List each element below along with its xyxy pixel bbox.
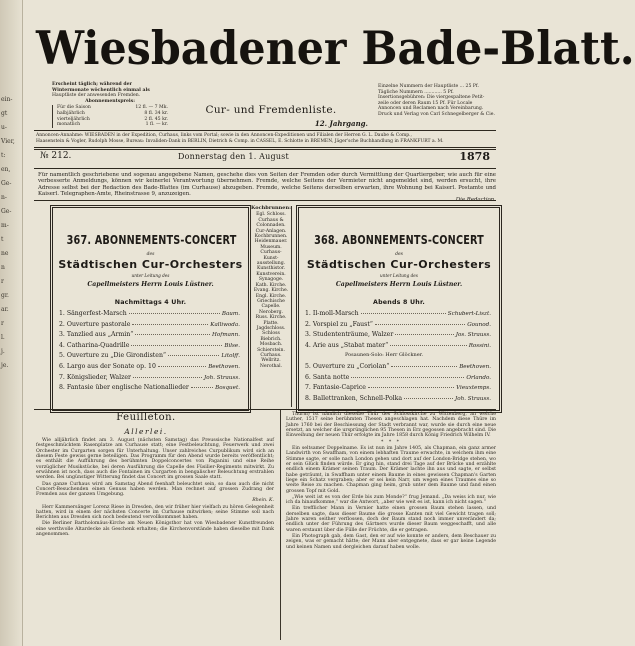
- program-composer: Orlando.: [466, 374, 491, 381]
- leader-dots: [375, 324, 465, 325]
- sights-item: Nerothal.: [259, 363, 283, 369]
- program-title: 4. Catharina-Quadrille: [59, 341, 130, 349]
- issue-number: № 212.: [40, 151, 72, 161]
- concert-leitung: unter Leitung des: [380, 273, 418, 278]
- program-composer: Beethoven.: [208, 363, 240, 370]
- concert-box-afternoon: [50, 205, 251, 413]
- program-item: [59, 310, 240, 321]
- program-item: [305, 395, 491, 406]
- newspaper-sheet: [26, 0, 635, 646]
- subscription-heading: Erscheint täglich; während der Wintermonate wöchentlich einmal als: [52, 82, 150, 93]
- program-item: [305, 352, 491, 363]
- gutter-fragment: ein-: [1, 96, 13, 103]
- gutter-fragment: gr.: [1, 292, 9, 299]
- leader-dots: [131, 345, 222, 346]
- sights-item: Platte.: [263, 320, 279, 326]
- daily-issue-price: Tägliche Nummern ............ 5 Pf.: [378, 89, 454, 95]
- price-label: monatlich: [57, 122, 81, 128]
- program-composer: Bilse.: [224, 342, 240, 349]
- gutter-fragment: Vier,: [1, 138, 15, 145]
- sights-item: Curhaus &: [258, 217, 284, 223]
- program-composer: Litolff.: [221, 353, 240, 360]
- program-composer: Vieuxtemps.: [456, 385, 491, 392]
- sights-item: Curhaus-: [260, 250, 282, 256]
- price-label: halbjährlich: [57, 110, 85, 116]
- gutter-fragment: r: [1, 278, 4, 285]
- program-item: [305, 363, 491, 374]
- program-title: 8. Fantasie über englische Nationallieder: [59, 384, 189, 392]
- price-value: 8 fl. 34 kr.: [144, 110, 168, 116]
- article-paragraph: Thurm) ist nämlich dieselbe Thür des Schlosskirche zu Wittenberg, an welche Luther, 1517 seine berühmten Thesen angeschlagen hat. Nachdem diese Thüre im Jahre 1760 bei der Beschiessung der Stadt verbrannt war, wurde sie durch eine neue ersetzt, an welcher die ursprünglichen 95 Thesen in Erz gegossen angebracht sind. Die Einweihung der neuen Thür erfolgte im Jahre 1858 durch König Friedrich Wilhelm IV.: [286, 412, 496, 439]
- program-title: 5. Ouverture zu „Coriolan“: [305, 362, 390, 370]
- program-item: [59, 363, 240, 374]
- sights-item: Synagoge.: [258, 277, 284, 283]
- gutter-fragment: t: [1, 236, 4, 243]
- sights-item: Schierstein.: [257, 347, 285, 353]
- notice-rule: [34, 200, 496, 201]
- price-label: Für die Saison: [57, 105, 91, 111]
- program-title: 6. Santa notte: [305, 373, 350, 381]
- gutter-fragment: je.: [1, 362, 9, 369]
- concert-program: [59, 310, 240, 395]
- article-paragraph: Die Berliner Bartholomäus-Kirche am Neuen Königsthor hat von Wiesbadener Kunstfreunden eine werthvolle Altardecke als Geschenk erhalten; die Kirchenvorstände haben dieselbe mit Dank angenommen.: [36, 521, 274, 538]
- concert-program: [305, 310, 491, 405]
- program-composer: Jos. Strauss.: [455, 332, 491, 339]
- sights-item: Colonnaden.: [256, 223, 286, 229]
- sights-list: [250, 206, 292, 407]
- gutter-fragment: ne: [1, 250, 9, 257]
- sights-item: Griechische: [257, 298, 285, 304]
- price-table: [52, 105, 168, 127]
- gutter-fragment: l.: [1, 334, 5, 341]
- program-composer: Baum.: [221, 311, 240, 317]
- program-item: [59, 384, 240, 395]
- insertion-fee-3: Annoncen und Reclamen nach Vereinbarung.: [378, 106, 484, 112]
- sights-heading: Kochbrunnen:: [251, 205, 291, 211]
- concert-time: Nachmittags 4 Uhr.: [114, 299, 187, 306]
- program-title: 7. Fantasie-Caprice: [305, 384, 366, 392]
- gutter-fragment: n-: [1, 194, 7, 201]
- concert-rule: [34, 409, 496, 410]
- concert-title: 368. ABONNEMENTS-CONCERT: [314, 232, 484, 247]
- volume-label: 12. Jahrgang.: [314, 119, 368, 128]
- concert-time: Abends 8 Uhr.: [373, 299, 425, 306]
- leader-dots: [191, 387, 213, 388]
- gutter-fragment: en,: [1, 166, 11, 173]
- program-composer: Rossini.: [468, 342, 491, 349]
- sights-item: Capelle.: [261, 304, 281, 310]
- notice-signature: Die Redaction.: [455, 197, 496, 204]
- leader-dots: [168, 355, 219, 356]
- sights-item: Heidenmauer.: [254, 239, 288, 245]
- program-title: 4. Arie aus „Stabat mater“: [305, 341, 389, 349]
- article-paragraph: Ein seltsamer Doppelname. Es ist nun im Jahre 1405, als Chapman, ein ganz armer Landwirth von Swaffham, von einem lebhaften Traume erwachte, in welchem ihm eine Stimme sagte, er solle nach London gehen und dort auf der London-Bridge stehen, wo er sein Glück finden würde. Er ging hin, stand drei Tage auf der Brücke und erzählte endlich einem Krämer seinen Traum. Der Krämer lachte ihn aus und sagte, er selbst habe geträumt, in Swaffham unter einem Baume in eines gewissen Chapman's Garten liege ein Schatz vergraben; aber er sei kein Narr, um wegen eines Traumes eine so weite Reise zu machen. Chapman ging heim, grub unter dem Baume und fand einen grossen Topf mit Gold.: [286, 446, 496, 494]
- program-title: 1. Il-moll-Marsch: [305, 310, 359, 317]
- price-value: 12 fl. — 7 Mk.: [135, 105, 168, 111]
- subscription-info: [52, 82, 168, 129]
- feuilleton-subtitle: Allerlei.: [124, 427, 168, 436]
- sights-item: Jagdschloss.: [256, 325, 286, 331]
- price-value: 2 fl. 45 kr.: [144, 116, 168, 122]
- program-item: [305, 342, 491, 353]
- insertion-fee: Insertionsgebühren: Die viergespaltene Petit-: [378, 95, 485, 101]
- program-title: 3. Tanzlied aus „Armin“: [59, 331, 134, 339]
- gutter-fragment: ar.: [1, 306, 9, 313]
- gutter-fragment: r: [1, 320, 4, 327]
- article-paragraph: Ein trefflicher Mann in Vernier hatte einen grossen Baum stehen lassen, und derselben sagte, dass dieser Baume die grosse Kanten mit viel Gewicht tragen soll; Jahre waren seither verflossen, doch der Baum stand noch immer unverändert da; endlich unter der Führung des Gärtners wurde dieser Baum weggeschafft, und alle waren erstaunt über die Fülle der Früchte, die er getragen.: [286, 506, 496, 533]
- gutter-fragment: gt: [1, 110, 8, 117]
- sights-item: ausstellung.: [256, 261, 286, 267]
- leader-dots: [158, 366, 206, 367]
- concert-des: des: [395, 252, 403, 257]
- program-composer: Joh. Strauss.: [455, 395, 491, 402]
- program-item: [59, 321, 240, 332]
- concert-des: des: [146, 252, 155, 257]
- leader-dots: [390, 345, 466, 346]
- program-title: Posaunen-Solo: Herr Glöckner.: [345, 352, 424, 359]
- subscription-price-heading: Abonnementspreis:: [85, 98, 135, 104]
- annonce-line-1: Annoncen-Annahme: WIESBADEN in der Expedition, Curhaus, links vom Portal; sowie in den Annoncen-Expeditionen und Filialen der Herren G. L. Daube & Comp.,: [36, 133, 412, 138]
- issue-year: 1878: [459, 150, 490, 163]
- concert-box-evening: [296, 205, 502, 413]
- program-composer: Hofmann.: [212, 332, 240, 339]
- program-title: 7. Königslieder, Walzer: [59, 373, 131, 381]
- sights-item: Kochbrunnen.: [254, 234, 288, 240]
- program-composer: Joh. Strauss.: [204, 374, 240, 381]
- printer-line: Druck und Verlag von Carl Schnegelberger & Cie.: [378, 111, 495, 117]
- program-item: [305, 321, 491, 332]
- program-title: 3. Studententräume, Walzer: [305, 331, 394, 339]
- sights-item: Kath. Kirche.: [255, 282, 287, 288]
- sights-item: Egl. Schloss.: [256, 212, 286, 218]
- program-title: 1. Sängerfest-Marsch: [59, 310, 127, 317]
- sights-item: Kunst-: [263, 255, 279, 261]
- program-composer: Gounod.: [467, 321, 491, 328]
- binding-gutter: [0, 0, 23, 646]
- sights-item: Russ. Kirche.: [255, 315, 287, 321]
- feuilleton-title: Feuilleton.: [116, 412, 176, 423]
- annonce-line-2: Haasenstein & Vogler, Rudolph Mosse, Bureau: Invaliden-Dank in BERLIN, Dietrich & Comp. in CASSEL, E. Schlotte in BREMEN, Jäger'sche Buchhandlung in FRANKFURT a. M.: [36, 139, 444, 144]
- gutter-fragment: u-: [1, 124, 7, 131]
- concert-conductor: Capellmeisters Herrn Louis Lüstner.: [335, 281, 463, 288]
- pricing-info: [378, 84, 496, 118]
- subscription-line: Hauptliste der anwesenden Fremden.: [52, 93, 141, 99]
- sights-item: Engl. Kirche.: [255, 293, 287, 299]
- editorial-notice: [38, 172, 496, 203]
- gutter-fragment: t:: [1, 152, 6, 159]
- leader-dots: [129, 313, 220, 314]
- gutter-fragment: m-: [1, 222, 9, 229]
- feuilleton-right-column: [286, 412, 496, 642]
- notice-text: Für namentlich geschriebene und sogenau angegebene Namen, geschehe dies von Seiten der Fremden oder durch Vermittlung der Quartiergeber, wie auch für eine verbesserte Anmeldungs, können wir keinerlei Verantwortung übernehmen. Fremde, welche Seitens der Vermieter nicht angemeldet sind, werden ersucht, ihre Adresse selbst bei der Redaction des Bade-Blattes (im Curhause) abzugeben. Fremde, welche Seitens derselben erwarten, ihre Wohnung bei Kaiserl. Postamte und Kaiserl. Telegraphen-Amte, Rheinstrasse 9, anzuzeigen.: [38, 172, 496, 197]
- single-issue-price: Einzelne Nummern der Hauptliste ... 25 Pf.: [378, 84, 479, 89]
- program-title: 2. Vorspiel zu „Faust“: [305, 320, 373, 328]
- leader-dots: [391, 366, 457, 367]
- sights-item: Neroberg.: [259, 309, 283, 315]
- gutter-fragment: n: [1, 264, 5, 271]
- program-item: [305, 331, 491, 342]
- price-value: 1 fl. — kr.: [145, 122, 168, 128]
- program-title: 5. Ouverture zu „Die Girondisten“: [59, 352, 167, 360]
- program-item: [59, 374, 240, 385]
- concert-title: 367. ABONNEMENTS-CONCERT: [66, 232, 237, 247]
- program-title: 8. Ballettranken, Schnell-Polka: [305, 394, 403, 402]
- article-paragraph: „Wie weit ist es von der Erde bis zum Monde?“ frug Jemand. „Da weiss ich nur, wie ich da hinaufkomme,“ war die Antwort, „aber wie weit es ist, kann ich nicht sagen.“: [286, 494, 496, 506]
- article-paragraph: Ein Photograph gab, dem Gast, den er auf wie konnte er anders, dem Beschauer zu zeigen, was er gemacht hätte; der Mann aber entgegnete, dass er gar keine Legende und keinen Namen und dergleichen darauf haben wolle.: [286, 533, 496, 550]
- sights-item: Kunsthistor.: [257, 266, 285, 272]
- masthead-subtitle: Cur- und Fremdenliste.: [205, 104, 337, 116]
- program-item: [305, 374, 491, 385]
- leader-dots: [351, 377, 464, 378]
- sights-item: Schloss: [262, 331, 280, 337]
- gutter-fragment: Ge-: [1, 208, 12, 215]
- leader-dots: [132, 324, 208, 325]
- program-item: [305, 384, 491, 395]
- concert-leitung: unter Leitung des: [131, 273, 170, 278]
- feuilleton-left-column: [36, 438, 274, 642]
- insertion-fee-2: zeile oder deren Raum 15 Pf. Für Locale: [378, 100, 473, 106]
- leader-dots: [133, 377, 202, 378]
- concert-orchestra: Städtischen Cur-Orchesters: [58, 258, 243, 271]
- price-row: [57, 122, 168, 128]
- issue-row: [40, 150, 490, 164]
- sights-item: Mosbach.: [259, 342, 283, 348]
- article-paragraph: Wie alljährlich findet am 3. August (nächsten Samstag) das Preussische Nationalfest auf festgeschmücktem Rasenplatze am Curhause statt; eine Festbeleuchtung, Feuerwerk und zwei Orchester im Curgarten sorgen für Unterhaltung. Unser zahlreiches Curpublikum wird sich an diesem Feste gewiss gerne beteiligen. Das Programm für den Abend wurde bereits veröffentlicht; es enthält die Aufführung des berühmten Doppelconcertes von Paganini und eine Reihe vorzüglicher Musikstücke, bei deren Ausführung die Capelle des Füsilier-Regiments mitwirkt. Zu erwähnen ist noch, dass auch die Fontainen im Curgarten in bengalischer Beleuchtung erstrahlen werden. Bei ungünstiger Witterung findet das Concert im grossen Saale statt.: [36, 438, 274, 481]
- sights-item: Kunstverein.: [256, 271, 286, 277]
- price-label: vierteljährlich: [57, 116, 90, 122]
- issue-date: Donnerstag den 1. August: [178, 152, 289, 161]
- sights-item: Wellritz.: [261, 358, 281, 364]
- program-title: 2. Ouverture pastorale: [59, 320, 131, 328]
- column-divider: [280, 410, 281, 640]
- program-title: 6. Largo aus der Sonate op. 10: [59, 362, 156, 370]
- program-item: [59, 331, 240, 342]
- leader-dots: [135, 334, 210, 335]
- article-source: Rhein. K.: [252, 498, 274, 504]
- sights-item: Museum.: [260, 244, 282, 250]
- article-paragraph: Herr Kammersänger Lorenz Riese in Dresden, den wir früher hier vielfach zu hören Gelegenheit hatten, wird in einem der nächsten Concerte im Curhause mitwirken; seine Stimme soll nach Berichten aus Dresden sich noch bedeutend vervollkommnet haben.: [36, 504, 274, 521]
- sights-item: Curhaus.: [260, 352, 282, 358]
- issue-rule: [34, 168, 496, 169]
- concert-orchestra: Städtischen Cur-Orchesters: [306, 258, 492, 271]
- sights-item: Cur-Anlagen.: [255, 228, 287, 234]
- leader-dots: [395, 334, 453, 335]
- leader-dots: [404, 398, 453, 399]
- gutter-fragment: Ge-: [1, 180, 12, 187]
- program-composer: Beethoven.: [459, 363, 491, 370]
- program-item: [59, 352, 240, 363]
- program-composer: Schubert-Liszt.: [447, 311, 491, 317]
- program-item: [59, 342, 240, 353]
- article-paragraph: Das ganze Curhaus wird am Samstag Abend feenhaft beleuchtet sein, so dass auch die nicht Concert-Besuchenden einen Genuss haben werden. Man rechnet auf grossen Zudrang der Fremden aus der ganzen Umgebung.: [36, 481, 274, 498]
- program-composer: Kalliwoda.: [210, 321, 240, 328]
- masthead-title: Wiesbadener Bade-Blatt.: [36, 21, 635, 75]
- program-item: [305, 310, 491, 321]
- concert-conductor: Capellmeisters Herrn Louis Lüstner.: [87, 281, 214, 288]
- sights-item: Evang. Kirche.: [253, 288, 289, 294]
- sights-item: Biebrich.: [260, 336, 282, 342]
- leader-dots: [368, 387, 454, 388]
- gutter-fragment: j.: [1, 348, 5, 355]
- section-stars: * * *: [380, 439, 401, 445]
- program-composer: Bosquet.: [215, 385, 240, 392]
- header-rule: [34, 130, 496, 131]
- leader-dots: [361, 313, 446, 314]
